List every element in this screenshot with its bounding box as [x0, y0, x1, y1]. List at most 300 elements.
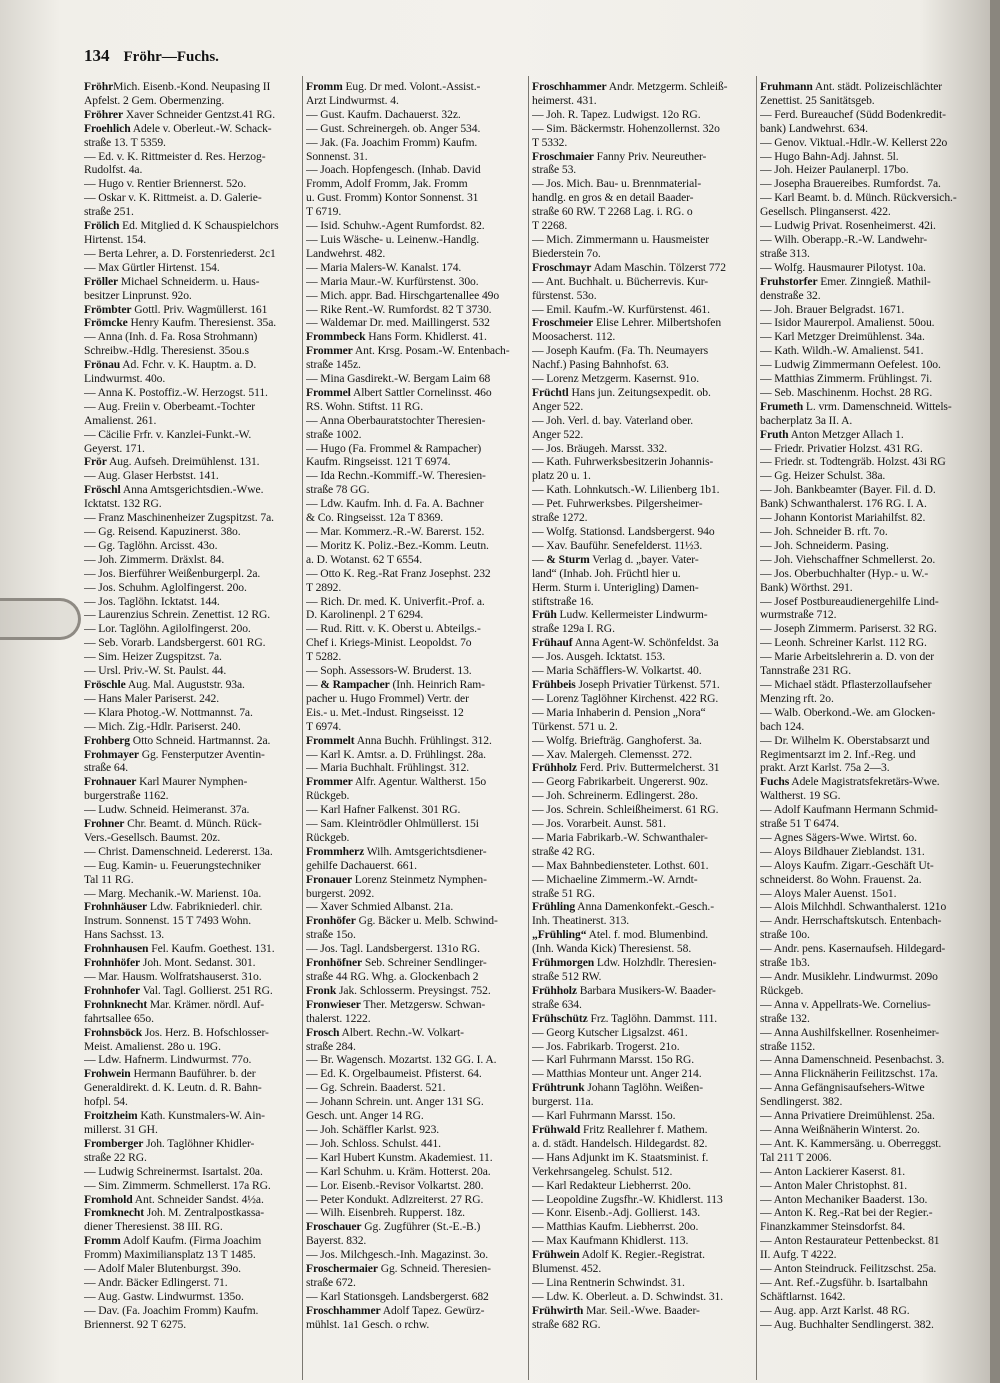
directory-entry-line: straße 1272.	[532, 511, 588, 525]
directory-entry-line: — Aug. Freiin v. Oberbeamt.-Tochter	[84, 399, 256, 413]
directory-entry-line: Biederstein 7o.	[532, 246, 601, 260]
directory-entry-line: — Karl Schuhm. u. Kräm. Hotterst. 20a.	[306, 1164, 491, 1178]
directory-entry-line: (Inh. Wanda Kick) Theresienst. 58.	[532, 942, 692, 956]
directory-entry-line: Fromm Eug. Dr med. Volont.-Assist.-	[306, 80, 481, 93]
directory-entry-line: Fromknecht Joh. M. Zentralpostkassa-	[84, 1206, 265, 1220]
directory-entry-line: straße 10o.	[760, 928, 810, 942]
directory-entry-line: — Josef Postbureaudienergehilfe Lind-	[760, 594, 939, 608]
directory-entry-line: Froitzheim Kath. Kunstmalers-W. Ain-	[84, 1109, 265, 1123]
directory-entry-line: — Wilh. Eisenbreh. Rupperst. 18z.	[306, 1206, 465, 1220]
directory-entry-line: Landwehrst. 482.	[306, 246, 386, 260]
directory-entry-line: — Sim. Zimmerm. Schmellerst. 17a RG.	[84, 1178, 271, 1192]
directory-entry-line: straße 672.	[306, 1275, 356, 1289]
directory-entry-line: — Ursl. Priv.-W. St. Paulst. 44.	[84, 664, 227, 678]
directory-entry-line: — Ludwig Privat. Rosenheimerst. 42i.	[760, 219, 936, 233]
directory-entry-line: — Matthias Monteur unt. Anger 214.	[532, 1067, 702, 1081]
directory-entry-line: — Anna Privatiere Dreimühlenst. 25a.	[760, 1109, 935, 1123]
directory-entry-line: — Ed. v. K. Rittmeister d. Res. Herzog-	[84, 149, 266, 163]
directory-entry-line: „Frühling“ Atel. f. mod. Blumenbind.	[532, 928, 709, 942]
directory-entry-line: Fronauer Lorenz Steinmetz Nymphen-	[306, 872, 487, 886]
directory-entry-line: Briennerst. 92 T 6275.	[84, 1317, 187, 1331]
directory-entry-line: — Adolf Kaufmann Hermann Schmid-	[760, 803, 938, 817]
directory-entry-line: — Karl Stationsgeh. Landsbergerst. 682	[306, 1289, 489, 1303]
directory-entry-line: — Anton Mechaniker Baaderst. 13o.	[760, 1192, 928, 1206]
directory-entry-line: — Andr. Bäcker Edlingerst. 71.	[84, 1275, 228, 1289]
directory-entry-line: — Agnes Sägers-Wwe. Wirtst. 6o.	[760, 830, 917, 844]
directory-entry-line: land“ (Inhab. Joh. Früchtl hier u.	[532, 566, 681, 580]
directory-entry-line: Froschhammer Adolf Tapez. Gewürz-	[306, 1303, 485, 1317]
directory-entry-line: — Marg. Mechanik.-W. Marienst. 10a.	[84, 886, 262, 900]
directory-entry-line: — Josepha Brauereibes. Rumfordst. 7a.	[760, 177, 941, 191]
directory-entry-line: — Ant. Ref.-Zugsführ. b. Isartalbahn	[760, 1275, 928, 1289]
directory-entry-line: — Joh. R. Tapez. Ludwigst. 12o RG.	[532, 107, 701, 121]
directory-entry-line: Fronk Jak. Schlosserm. Preysingst. 752.	[306, 983, 491, 997]
directory-entry-line: — Anna Damenschneid. Pesenbachst. 3.	[760, 1053, 945, 1067]
directory-entry-line: — Mar. Hausm. Wolfratshauserst. 31o.	[84, 970, 262, 983]
directory-entry-line: — Anna Flicknäherin Feilitzschst. 17a.	[760, 1067, 938, 1081]
directory-entry-line: — Otto K. Reg.-Rat Franz Josephst. 232	[306, 566, 491, 580]
directory-entry-line: Frommelt Anna Buchh. Frühlingst. 312.	[306, 733, 492, 747]
directory-entry-line: Frühling Anna Damenkonfekt.-Gesch.-	[532, 900, 714, 914]
directory-entry-line: millerst. 31 GH.	[84, 1122, 158, 1136]
directory-entry-line: — Jos. Bierführer Weißenburgerpl. 2a.	[84, 566, 261, 580]
directory-entry-line: — Michaeline Zimmerm.-W. Arndt-	[532, 872, 698, 886]
directory-entry-line: — Mich. Zig.-Hdlr. Pariserst. 240.	[84, 719, 241, 733]
directory-entry-line: Bank) Wörthst. 291.	[760, 580, 853, 594]
directory-entry-line: — Ludwig Schreinermst. Isartalst. 20a.	[84, 1164, 263, 1178]
directory-entry-line: straße 1152.	[760, 1039, 816, 1053]
directory-entry-line: — Aloys Maler Auenst. 15o1.	[760, 886, 897, 900]
directory-entry-line: — Leonh. Schreiner Karlst. 112 RG.	[760, 636, 927, 650]
page-edge	[990, 0, 1000, 1383]
directory-entry-line: — Peter Kondukt. Adlzreiterst. 27 RG.	[306, 1192, 484, 1206]
directory-entry-line: — Isidor Maurerpol. Amalienst. 50ou.	[760, 316, 935, 330]
directory-entry-line: — & Rampacher (Inh. Heinrich Ram-	[306, 677, 485, 691]
directory-column-1	[84, 80, 300, 1380]
directory-entry-line: Arzt Lindwurmst. 4.	[306, 93, 399, 107]
directory-entry-line: thalerst. 1222.	[306, 1011, 371, 1025]
directory-entry-line: Frömbter Gottl. Priv. Wagmüllerst. 161	[84, 302, 268, 316]
directory-entry-line: — Gust. Schreinergeh. ob. Anger 534.	[306, 121, 481, 135]
directory-column-2	[306, 80, 526, 1380]
page-title: Fröhr—Fuchs.	[123, 49, 219, 65]
directory-entry-line: Froschermaier Gg. Schneid. Theresien-	[306, 1262, 491, 1276]
directory-entry-line: — Anna Gefängnisaufsehers-Witwe	[760, 1081, 925, 1095]
directory-entry-line: — Rich. Dr. med. K. Univerfit.-Prof. a.	[306, 594, 485, 608]
directory-entry-line: — Ant. Buchhalt. u. Bücherrevis. Kur-	[532, 274, 709, 288]
directory-entry-line: straße 51 T 6474.	[760, 817, 840, 831]
directory-entry-line: gehilfe Dachauerst. 661.	[306, 858, 417, 872]
directory-entry-line: — Aug. app. Arzt Karlst. 48 RG.	[760, 1303, 910, 1317]
directory-entry-line: — Jos. Vorarbeit. Aunst. 581.	[532, 817, 666, 831]
directory-entry-line: straße 53.	[532, 163, 577, 177]
directory-entry-line: — Joh. Schloss. Schulst. 441.	[306, 1136, 441, 1150]
directory-entry-line: D. Karolinenpl. 2 T 6294.	[306, 608, 424, 622]
directory-entry-line: — Dav. (Fa. Joachim Fromm) Kaufm.	[84, 1303, 259, 1317]
directory-entry-line: Sonnenst. 31.	[306, 149, 368, 163]
directory-entry-line: — Karl Metzger Dreimühlenst. 34a.	[760, 330, 925, 344]
directory-entry-line: Herm. Sturm i. Unterigling) Damen-	[532, 580, 699, 594]
directory-entry-line: Tannstraße 231 RG.	[760, 664, 852, 678]
directory-entry-line: straße 22 RG.	[84, 1150, 147, 1164]
directory-entry-line: Verkehrsangeleg. Schulst. 512.	[532, 1164, 673, 1178]
directory-entry-line: straße 145z.	[306, 358, 361, 372]
directory-entry-line: Frommbeck Hans Form. Khidlerst. 41.	[306, 330, 487, 344]
directory-entry-line: — Ldw. Hafnerm. Lindwurmst. 77o.	[84, 1053, 252, 1067]
directory-entry-line: straße 51 RG.	[532, 886, 595, 900]
directory-entry-line: — Matthias Kaufm. Liebherrst. 20o.	[532, 1220, 699, 1234]
directory-entry-line: fahrtsallee 65o.	[84, 1011, 154, 1025]
directory-entry-line: — Hans Adjunkt im K. Staatsminist. f.	[532, 1150, 709, 1164]
directory-entry-line: — & Sturm Verlag d. „bayer. Vater-	[532, 552, 699, 566]
directory-entry-line: — Max Bahnbediensteter. Lothst. 601.	[532, 858, 709, 872]
directory-entry-line: Frühwein Adolf K. Regier.-Registrat.	[532, 1248, 705, 1262]
directory-entry-line: Tal 211 T 2006.	[760, 1150, 832, 1164]
directory-entry-line: — Adolf Maler Blutenburgst. 39o.	[84, 1262, 241, 1276]
directory-entry-line: Amalienst. 261.	[84, 413, 157, 427]
directory-entry-line: — Johann Kontorist Mariahilfst. 82.	[760, 511, 926, 525]
directory-entry-line: — Laurenzius Schrein. Zenettist. 12 RG.	[84, 608, 271, 622]
directory-entry-line: — Joseph Kaufm. (Fa. Th. Neumayers	[532, 344, 709, 358]
directory-entry-line: T 6974.	[306, 719, 342, 733]
directory-entry-line: — Luis Wäsche- u. Leinenw.-Handlg.	[306, 232, 480, 246]
directory-entry-line: bacherplatz 3a II. A.	[760, 413, 853, 427]
directory-entry-line: — Franz Maschinenheizer Zugspitzst. 7a.	[84, 511, 274, 525]
directory-entry-line: Rückgeb.	[760, 983, 804, 997]
directory-entry-line: — Jos. Taglöhn. Icktatst. 144.	[84, 594, 220, 608]
directory-entry-line: platz 20 u. 1.	[532, 469, 591, 483]
directory-entry-line: — Isid. Schuhw.-Agent Rumfordst. 82.	[306, 219, 485, 233]
directory-entry-line: — Aloys Bildhauer Zieblandst. 131.	[760, 844, 925, 858]
directory-entry-line: Fröhrer Xaver Schneider Gentzst.41 RG.	[84, 107, 276, 121]
directory-entry-line: Apfelst. 2 Gem. Obermenzing.	[84, 93, 225, 107]
directory-entry-line: Frommer Alfr. Agentur. Waltherst. 15o	[306, 775, 487, 789]
directory-entry-line: — Waldemar Dr. med. Maillingerst. 532	[306, 316, 490, 330]
directory-entry-line: — Kath. Fuhrwerksbesitzerin Johannis-	[532, 455, 714, 469]
directory-entry-line: — Moritz K. Poliz.-Bez.-Komm. Leutn.	[306, 538, 489, 552]
directory-entry-line: — Michael städt. Pflasterzollaufseher	[760, 677, 932, 691]
directory-entry-line: Fröschl Anna Amtsgerichtsdien.-Wwe.	[84, 483, 264, 497]
directory-entry-line: diener Theresienst. 38 III. RG.	[84, 1220, 223, 1234]
directory-entry-line: straße 284.	[306, 1039, 356, 1053]
directory-entry-line: stiftstraße 16.	[532, 594, 594, 608]
directory-entry-line: — Joh. Heizer Paulanerpl. 17bo.	[760, 163, 909, 177]
directory-entry-line: — Andr. Musiklehr. Lindwurmst. 209o	[760, 970, 938, 983]
directory-entry-line: — Joh. Verl. d. bay. Vaterland ober.	[532, 413, 694, 427]
directory-entry-line: Fronhöfner Seb. Schreiner Sendlinger-	[306, 956, 487, 970]
directory-entry-line: a. D. Wotanst. 62 T 6554.	[306, 552, 423, 566]
directory-entry-line: — Joh. Brauer Belgradst. 1671.	[760, 302, 905, 316]
directory-entry-line: — Berta Lehrer, a. D. Forstenriederst. 2c1	[84, 246, 276, 260]
directory-entry-line: Frohnhöfer Joh. Mont. Sedanst. 301.	[84, 956, 256, 970]
directory-entry-line: straße 512 RW.	[532, 970, 602, 983]
directory-entry-line: — Gg. Schrein. Baaderst. 521.	[306, 1081, 446, 1095]
directory-entry-line: II. Aufg. T 4222.	[760, 1248, 837, 1262]
column-rule	[302, 76, 303, 1380]
directory-entry-line: Geyerst. 171.	[84, 441, 145, 455]
directory-entry-line: — Hugo (Fa. Frommel & Rampacher)	[306, 441, 482, 455]
directory-entry-line: Rudolfst. 4a.	[84, 163, 143, 177]
directory-entry-line: Fruhmann Ant. städt. Polizeischlächter	[760, 80, 943, 93]
directory-entry-line: Früchtl Hans jun. Zeitungsexpedit. ob.	[532, 385, 711, 399]
directory-entry-line: bach 124.	[760, 719, 805, 733]
directory-entry-line: Hirtenst. 154.	[84, 232, 147, 246]
directory-entry-line: Frohnhofer Val. Tagl. Gollierst. 251 RG.	[84, 983, 273, 997]
directory-entry-line: — Hans Maler Pariserst. 242.	[84, 691, 220, 705]
directory-entry-line: — Jos. Bräugeh. Marsst. 332.	[532, 441, 668, 455]
directory-entry-line: — Mar. Kommerz.-R.-W. Barerst. 152.	[306, 525, 485, 538]
directory-entry-line: — Jos. Tagl. Landsbergerst. 131o RG.	[306, 942, 480, 956]
directory-entry-line: — Klara Photog.-W. Nottmannst. 7a.	[84, 705, 253, 719]
directory-entry-line: straße 132.	[760, 1011, 810, 1025]
directory-entry-line: — Matthias Zimmerm. Frühlingst. 7i.	[760, 372, 933, 386]
directory-entry-line: Frommherz Wilh. Amtsgerichtsdiener-	[306, 844, 487, 858]
directory-entry-line: Moosacherst. 112.	[532, 330, 616, 344]
directory-entry-line: T 2268.	[532, 219, 568, 233]
directory-entry-line: — Walb. Oberkond.-We. am Glocken-	[760, 705, 936, 719]
directory-entry-line: — Hugo Bahn-Adj. Jahnst. 5l.	[760, 149, 899, 163]
directory-entry-line: Fromhold Ant. Schneider Sandst. 4½a.	[84, 1192, 264, 1206]
directory-entry-line: — Marie Arbeitslehrerin a. D. von der	[760, 650, 935, 664]
directory-entry-line: Frohnsböck Jos. Herz. B. Hofschlosser-	[84, 1025, 269, 1039]
directory-entry-line: Eis.- u. Met.-Indust. Ringseisst. 12	[306, 705, 464, 719]
directory-entry-line: heimerst. 431.	[532, 93, 597, 107]
directory-entry-line: — Mich. Zimmermann u. Hausmeister	[532, 232, 710, 246]
directory-entry-line: — Maria Schäfflers-W. Volkartst. 40.	[532, 664, 702, 678]
directory-entry-line: Hans Sachsst. 13.	[84, 928, 165, 942]
directory-entry-line: — Aug. Glaser Herbstst. 141.	[84, 469, 219, 483]
directory-entry-line: — Ant. K. Kammersäng. u. Oberreggst.	[760, 1136, 942, 1150]
directory-entry-line: — Cäcilie Frfr. v. Kanzlei-Funkt.-W.	[84, 427, 252, 441]
directory-entry-line: Rückgeb.	[306, 789, 350, 803]
directory-entry-line: FröhrMich. Eisenb.-Kond. Neupasing II	[84, 80, 271, 93]
directory-entry-line: Frühholz Ferd. Priv. Buttermelcherst. 31	[532, 761, 720, 775]
directory-entry-line: T 6719.	[306, 205, 342, 219]
directory-entry-line: Regimentsarzt im 2. Inf.-Reg. und	[760, 747, 916, 761]
directory-entry-line: Bayerst. 832.	[306, 1234, 367, 1248]
directory-entry-line: — Karl Fuhrmann Marsst. 15o.	[532, 1109, 676, 1123]
directory-entry-line: — Joh. Schneider B. rft. 7o.	[760, 525, 888, 538]
directory-entry-line: T 2892.	[306, 580, 342, 594]
directory-entry-line: Sendlingerst. 382.	[760, 1095, 843, 1109]
directory-entry-line: — Maria Buchhalt. Frühlingst. 312.	[306, 761, 470, 775]
directory-entry-line: Fronwieser Ther. Metzgersw. Schwan-	[306, 997, 486, 1011]
directory-entry-line: Fromm) Maximiliansplatz 13 T 1485.	[84, 1248, 256, 1262]
directory-entry-line: — Gg. Taglöhn. Arcisst. 43o.	[84, 538, 218, 552]
column-rule	[528, 76, 529, 1380]
directory-entry-line: RS. Wohn. Stiftst. 11 RG.	[306, 399, 424, 413]
directory-entry-line: — Anna v. Appellrats-We. Cornelius-	[760, 997, 931, 1011]
directory-entry-line: — Jos. Milchgesch.-Inh. Magazinst. 3o.	[306, 1248, 488, 1262]
directory-entry-line: — Ed. K. Orgelbaumeist. Pfisterst. 64.	[306, 1067, 482, 1081]
directory-entry-line: Kaufm. Ringseisst. 121 T 6974.	[306, 455, 451, 469]
directory-entry-line: Frohner Chr. Beamt. d. Münch. Rück-	[84, 817, 262, 831]
directory-entry-line: Fronhöfer Gg. Bäcker u. Melb. Schwind-	[306, 914, 498, 928]
directory-entry-line: Frohberg Otto Schneid. Hartmannst. 2a.	[84, 733, 271, 747]
directory-entry-line: — Genov. Viktual.-Hdlr.-W. Kellerst 22o	[760, 135, 948, 149]
directory-entry-line: — Xav. Bauführ. Senefelderst. 11½3.	[532, 538, 703, 552]
directory-entry-line: Frömcke Henry Kaufm. Theresienst. 35a.	[84, 316, 277, 330]
directory-entry-line: — Sim. Heizer Zugspitzst. 7a.	[84, 650, 222, 664]
directory-entry-line: straße 682 RG.	[532, 1317, 601, 1331]
directory-entry-line: — Maria Fabrikarb.-W. Schwanthaler-	[532, 830, 708, 844]
directory-entry-line: — Wolfg. Hausmaurer Pilotyst. 10a.	[760, 260, 926, 274]
directory-entry-line: Frölich Ed. Mitglied d. K Schauspielchors	[84, 219, 279, 233]
directory-entry-line: — Xaver Schmied Albanst. 21a.	[306, 900, 454, 914]
directory-entry-line: Frosch Albert. Rechn.-W. Volkart-	[306, 1025, 464, 1039]
directory-entry-line: — Lor. Eisenb.-Revisor Volkartst. 280.	[306, 1178, 484, 1192]
directory-entry-line: — Max Gürtler Hirtenst. 154.	[84, 260, 220, 274]
directory-entry-line: Früh Ludw. Kellermeister Lindwurm-	[532, 608, 708, 622]
directory-entry-line: — Hugo v. Rentier Briennerst. 52o.	[84, 177, 246, 191]
directory-entry-line: Frühbeis Joseph Privatier Türkenst. 571.	[532, 677, 720, 691]
directory-entry-line: Fruhstorfer Emer. Zinngieß. Mathil-	[760, 274, 931, 288]
directory-entry-line: Frohnknecht Mar. Krämer. nördl. Auf-	[84, 997, 265, 1011]
directory-entry-line: — Soph. Assessors-W. Bruderst. 13.	[306, 664, 472, 678]
directory-entry-line: Frohnauer Karl Maurer Nymphen-	[84, 775, 248, 789]
directory-entry-line: Frohmayer Gg. Fensterputzer Aventin-	[84, 747, 265, 761]
directory-entry-line: a. d. städt. Handelsch. Hildegardst. 82.	[532, 1136, 708, 1150]
directory-entry-line: Fromm, Adolf Fromm, Jak. Fromm	[306, 177, 468, 191]
directory-entry-line: straße 60 RW. T 2268 Lag. i. RG. o	[532, 205, 693, 219]
directory-entry-line: Froehlich Adele v. Oberleut.-W. Schack-	[84, 121, 272, 135]
directory-entry-line: Anger 522.	[532, 399, 584, 413]
directory-entry-line: — Wolfg. Stationsd. Landsbergerst. 94o	[532, 525, 715, 538]
directory-entry-line: burgerst. 2092.	[306, 886, 375, 900]
directory-entry-line: — Joh. Schneiderm. Pasing.	[760, 538, 889, 552]
directory-entry-line: — Kath. Lohnkutsch.-W. Lilienberg 1b1.	[532, 483, 720, 497]
directory-entry-line: — Alois Milchhdl. Schwanthalerst. 121o	[760, 900, 947, 914]
directory-entry-line: Inh. Theatinerst. 313.	[532, 914, 630, 928]
directory-entry-line: Rückgeb.	[306, 830, 350, 844]
directory-entry-line: — Anna K. Postoffiz.-W. Herzogst. 511.	[84, 385, 268, 399]
directory-entry-line: Fröschle Aug. Mal. Auguststr. 93a.	[84, 677, 245, 691]
directory-entry-line: — Karl K. Amtsr. a. D. Frühlingst. 28a.	[306, 747, 486, 761]
directory-entry-line: — Friedr. st. Todtengräb. Holzst. 43i RG	[760, 455, 946, 469]
directory-entry-line: — Jos. Schrein. Schleißheimerst. 61 RG.	[532, 803, 719, 817]
directory-entry-line: — Pet. Fuhrwerksbes. Pilgersheimer-	[532, 497, 703, 511]
directory-entry-line: Frönau Ad. Fchr. v. K. Hauptm. a. D.	[84, 358, 257, 372]
directory-entry-line: — Konr. Eisenb.-Adj. Gollierst. 143.	[532, 1206, 701, 1220]
directory-entry-line: straße 78 GG.	[306, 483, 370, 497]
directory-entry-line: schneiderst. 8o Wohn. Frauenst. 2a.	[760, 872, 922, 886]
directory-entry-line: — Sam. Kleintrödler Ohlmüllerst. 15i	[306, 817, 479, 831]
directory-entry-line: — Ldw. K. Oberleut. a. D. Schwindst. 31.	[532, 1289, 724, 1303]
directory-entry-line: & Co. Ringseisst. 12a T 8369.	[306, 511, 444, 525]
page-number: 134	[84, 46, 110, 65]
directory-entry-line: — Gust. Kaufm. Dachauerst. 32z.	[306, 107, 461, 121]
directory-entry-line: Chef i. Kriegs-Minist. Leopoldst. 7o	[306, 636, 472, 650]
directory-entry-line: — Ldw. Kaufm. Inh. d. Fa. A. Bachner	[306, 497, 484, 511]
directory-entry-line: Nachf.) Pasing Bahnhofst. 63.	[532, 358, 669, 372]
directory-entry-line: — Jos. Mich. Bau- u. Brennmaterial-	[532, 177, 702, 191]
directory-entry-line: — Anna (Inh. d. Fa. Rosa Strohmann)	[84, 330, 258, 344]
page-header	[84, 46, 219, 72]
directory-entry-line: — Andr. pens. Kasernaufseh. Hildegard-	[760, 942, 946, 956]
directory-entry-line: — Mina Gasdirekt.-W. Bergam Laim 68	[306, 372, 491, 386]
directory-entry-line: — Rike Rent.-W. Rumfordst. 82 T 3730.	[306, 302, 492, 316]
directory-entry-line: Bank) Schwanthalerst. 176 RG. I. A.	[760, 497, 927, 511]
directory-entry-line: T 5332.	[532, 135, 568, 149]
directory-entry-line: Türkenst. 571 u. 2.	[532, 719, 618, 733]
directory-entry-line: — Anton Steindruck. Feilitzschst. 25a.	[760, 1262, 937, 1276]
directory-entry-line: straße 313.	[760, 246, 810, 260]
directory-entry-line: — Jos. Fabrikarb. Trogerst. 21o.	[532, 1039, 680, 1053]
directory-entry-line: — Joh. Schreinerm. Edlingerst. 28o.	[532, 789, 698, 803]
directory-entry-line: Gesch. unt. Anger 14 RG.	[306, 1109, 424, 1123]
directory-entry-line: straße 64.	[84, 761, 129, 775]
directory-entry-line: — Anton Lackierer Kaserst. 81.	[760, 1164, 906, 1178]
directory-entry-line: Frommel Albert Sattler Cornelinsst. 46o	[306, 385, 492, 399]
directory-entry-line: — Joh. Viehschaffner Schmellerst. 2o.	[760, 552, 936, 566]
directory-entry-line: — Friedr. Privatier Holzst. 431 RG.	[760, 441, 923, 455]
directory-entry-line: Frühschütz Frz. Taglöhn. Dammst. 111.	[532, 1011, 718, 1025]
directory-entry-line: — Anton Maler Christophst. 81.	[760, 1178, 908, 1192]
directory-entry-line: — Aug. Gastw. Lindwurmst. 135o.	[84, 1289, 244, 1303]
directory-entry-line: — Georg Fabrikarbeit. Ungererst. 90z.	[532, 775, 709, 789]
directory-entry-line: Zenettist. 25 Sanitätsgeb.	[760, 93, 875, 107]
directory-entry-line: Frör Aug. Aufseh. Dreimühlenst. 131.	[84, 455, 260, 469]
directory-entry-line: Froschauer Gg. Zugführer (St.-E.-B.)	[306, 1220, 481, 1234]
directory-entry-line: — Karl Hubert Kunstm. Akademiest. 11.	[306, 1150, 493, 1164]
directory-entry-line: straße 15o.	[306, 928, 356, 942]
directory-entry-line: — Joh. Bankbeamter (Bayer. Fil. d. D.	[760, 483, 936, 497]
directory-entry-line: pacher u. Hugo Frommel) Vertr. der	[306, 691, 469, 705]
directory-entry-line: Froschmeier Elise Lehrer. Milbertshofen	[532, 316, 722, 330]
directory-entry-line: — Lor. Taglöhn. Agilolfingerst. 20o.	[84, 622, 251, 636]
directory-entry-line: Vers.-Gesellsch. Baumst. 20z.	[84, 830, 221, 844]
directory-entry-line: Fromberger Joh. Taglöhner Khidler-	[84, 1136, 255, 1150]
directory-entry-line: straße 251.	[84, 205, 134, 219]
directory-entry-line: Gesellsch. Plinganserst. 422.	[760, 205, 891, 219]
directory-entry-line: — Ludw. Schneid. Heimeranst. 37a.	[84, 803, 250, 817]
directory-entry-line: — Joseph Zimmerm. Pariserst. 32 RG.	[760, 622, 937, 636]
directory-entry-line: — Joach. Hopfengesch. (Inhab. David	[306, 163, 481, 177]
directory-entry-line: Finanzkammer Steinsdorfst. 84.	[760, 1220, 906, 1234]
directory-entry-line: — Ida Rechn.-Kommiff.-W. Theresien-	[306, 469, 486, 483]
directory-entry-line: — Rud. Ritt. v. K. Oberst u. Abteilgs.-	[306, 622, 481, 636]
directory-entry-line: — Anna Oberbauratstochter Theresien-	[306, 413, 486, 427]
directory-entry-line: — Xav. Malergeh. Clemensst. 272.	[532, 747, 693, 761]
directory-entry-line: u. Gust. Fromm) Kontor Sonnenst. 31	[306, 191, 479, 205]
directory-entry-line: Icktatst. 132 RG.	[84, 497, 162, 511]
directory-entry-line: — Ludwig Zimmermann Oefelest. 10o.	[760, 358, 941, 372]
directory-entry-line: Frohnhäuser Ldw. Fabrikniederl. chir.	[84, 900, 263, 914]
directory-entry-line: handlg. en gros & en detail Baader-	[532, 191, 694, 205]
directory-entry-line: — Aloys Kaufm. Zigarr.-Geschäft Ut-	[760, 858, 934, 872]
directory-entry-line: Frommer Ant. Krsg. Posam.-W. Entenbach-	[306, 344, 510, 358]
directory-entry-line: Anger 522.	[532, 427, 584, 441]
directory-entry-line: — Eug. Kamin- u. Feuerungstechniker	[84, 858, 261, 872]
directory-entry-line: Frühauf Anna Agent-W. Schönfeldst. 3a	[532, 636, 719, 650]
directory-entry-line: Frühtrunk Johann Taglöhn. Weißen-	[532, 1081, 704, 1095]
directory-entry-line: straße 634.	[532, 997, 582, 1011]
directory-entry-line: — Karl Beamt. b. d. Münch. Rückversich.-	[760, 191, 957, 205]
directory-entry-line: — Joh. Zimmerm. Dräxlst. 84.	[84, 552, 225, 566]
directory-entry-line: — Lina Rentnerin Schwindst. 31.	[532, 1275, 685, 1289]
directory-entry-line: T 5282.	[306, 650, 342, 664]
directory-entry-line: Schreibw.-Hdlg. Theresienst. 35ou.s	[84, 344, 249, 358]
directory-entry-line: Fröller Michael Schneiderm. u. Haus-	[84, 274, 260, 288]
directory-column-4	[760, 80, 986, 1380]
directory-entry-line: — Georg Kutscher Ligsalzst. 461.	[532, 1025, 688, 1039]
directory-entry-line: Froschmayr Adam Maschin. Tölzerst 772	[532, 260, 726, 274]
directory-entry-line: Fruth Anton Metzger Allach 1.	[760, 427, 904, 441]
directory-entry-line: — Wilh. Oberapp.-R.-W. Landwehr-	[760, 232, 928, 246]
directory-entry-line: Froschhammer Andr. Metzgerm. Schleiß-	[532, 80, 728, 93]
directory-entry-line: Fuchs Adele Magistratsfekretärs-Wwe.	[760, 775, 940, 789]
directory-entry-line: — Leopoldine Zugsfhr.-W. Khidlerst. 113	[532, 1192, 723, 1206]
